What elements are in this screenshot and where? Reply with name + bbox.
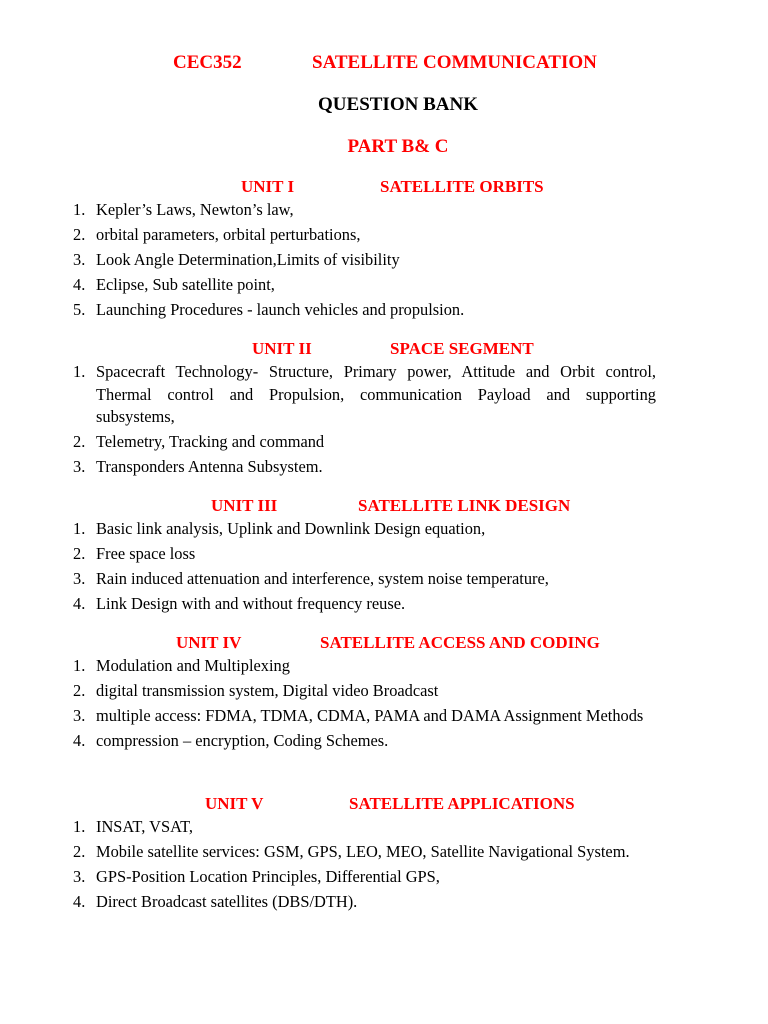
unit-title: SATELLITE ACCESS AND CODING <box>320 633 600 652</box>
course-name: SATELLITE COMMUNICATION <box>312 52 597 73</box>
topic-list <box>0 518 768 616</box>
topic-item <box>0 841 768 864</box>
unit-section-2 <box>0 339 768 481</box>
unit-heading <box>0 794 768 816</box>
topic-item <box>0 543 768 566</box>
unit-heading <box>0 177 768 199</box>
item-number: 3. <box>73 866 86 886</box>
item-text: Eclipse, Sub satellite point, <box>96 274 275 294</box>
item-text: Mobile satellite services: GSM, GPS, LEO, MEO, Satellite Navigational System. <box>96 841 630 861</box>
item-number: 1. <box>73 200 86 219</box>
topic-item <box>0 891 768 914</box>
item-text: Free space loss <box>96 543 196 563</box>
topic-item <box>0 274 768 297</box>
topic-item <box>0 199 768 222</box>
item-number: 1. <box>73 519 86 538</box>
item-number: 2. <box>73 841 86 861</box>
topic-item <box>0 730 768 753</box>
topic-item <box>0 680 768 703</box>
item-text: Launching Procedures - launch vehicles and propulsion. <box>96 299 465 319</box>
topic-item <box>0 299 768 322</box>
item-text: Direct Broadcast satellites (DBS/DTH). <box>96 891 358 911</box>
unit-number: UNIT II <box>252 339 312 358</box>
topic-item <box>0 431 768 454</box>
item-number: 1. <box>73 362 86 381</box>
unit-section-1 <box>0 177 768 324</box>
item-number: 3. <box>73 568 86 588</box>
item-text: Transponders Antenna Subsystem. <box>96 457 323 477</box>
item-text: INSAT, VSAT, <box>96 817 193 836</box>
unit-title: SATELLITE APPLICATIONS <box>349 794 575 813</box>
item-text: Telemetry, Tracking and command <box>96 432 325 452</box>
item-number: 3. <box>73 705 86 725</box>
item-number: 4. <box>73 891 86 911</box>
item-text: orbital parameters, orbital perturbations, <box>96 224 361 244</box>
unit-section-5 <box>0 794 768 916</box>
topic-item <box>0 224 768 247</box>
item-text: Basic link analysis, Uplink and Downlink Design equation, <box>96 519 486 538</box>
topic-item <box>0 361 768 429</box>
unit-title: SATELLITE ORBITS <box>380 177 544 196</box>
item-text: compression – encryption, Coding Schemes. <box>96 730 389 750</box>
course-title-line <box>0 52 768 78</box>
item-text: multiple access: FDMA, TDMA, CDMA, PAMA and DAMA Assignment Methods <box>96 705 644 725</box>
item-text: Look Angle Determination,Limits of visibility <box>96 249 400 269</box>
item-text: GPS-Position Location Principles, Differential GPS, <box>96 866 440 886</box>
unit-heading <box>0 496 768 518</box>
topic-item <box>0 655 768 678</box>
topic-item <box>0 249 768 272</box>
item-text: digital transmission system, Digital video Broadcast <box>96 680 439 700</box>
item-number: 3. <box>73 457 86 477</box>
item-number: 4. <box>73 593 86 613</box>
item-number: 1. <box>73 656 86 675</box>
question-bank-heading: QUESTION BANK <box>318 94 478 115</box>
topic-item <box>0 816 768 839</box>
unit-heading <box>0 633 768 655</box>
item-number: 4. <box>73 730 86 750</box>
unit-title: SPACE SEGMENT <box>390 339 534 358</box>
topic-item <box>0 518 768 541</box>
topic-item <box>0 593 768 616</box>
topic-list <box>0 816 768 914</box>
topic-item <box>0 456 768 479</box>
unit-number: UNIT III <box>211 496 278 515</box>
item-number: 2. <box>73 543 86 563</box>
item-number: 2. <box>73 680 86 700</box>
part-heading: PART B& C <box>347 136 449 157</box>
topic-list <box>0 361 768 479</box>
unit-section-3 <box>0 496 768 618</box>
topic-item <box>0 705 768 728</box>
course-code: CEC352 <box>173 52 242 73</box>
item-text: Modulation and Multiplexing <box>96 656 290 675</box>
topic-list <box>0 199 768 322</box>
item-number: 1. <box>73 817 86 836</box>
unit-number: UNIT IV <box>176 633 242 652</box>
unit-number: UNIT V <box>205 794 264 813</box>
topic-item <box>0 866 768 889</box>
unit-title: SATELLITE LINK DESIGN <box>358 496 571 515</box>
item-number: 3. <box>73 249 86 269</box>
item-text: Kepler’s Laws, Newton’s law, <box>96 200 294 219</box>
topic-list <box>0 655 768 753</box>
item-text: Link Design with and without frequency reuse. <box>96 593 406 613</box>
unit-section-4 <box>0 633 768 755</box>
item-number: 2. <box>73 432 86 452</box>
item-number: 2. <box>73 224 86 244</box>
topic-item <box>0 568 768 591</box>
unit-heading <box>0 339 768 361</box>
item-text: Rain induced attenuation and interference, system noise temperature, <box>96 568 549 588</box>
item-number: 5. <box>73 299 86 319</box>
item-text: Spacecraft Technology- Structure, Primary power, Attitude and Orbit control, Thermal control and Propulsion, communication Payload and supporting subsystems, <box>96 362 656 427</box>
item-number: 4. <box>73 274 86 294</box>
unit-number: UNIT I <box>241 177 295 196</box>
